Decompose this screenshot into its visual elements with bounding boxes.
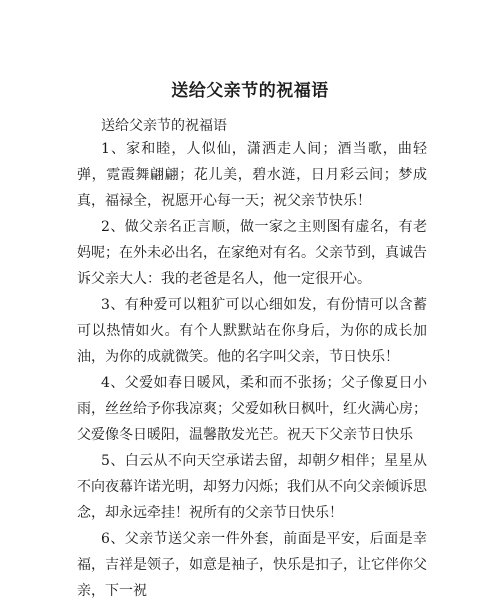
paragraph-3: 3、有种爱可以粗犷可以心细如发，有份情可以含蓄可以热情如火。有个人默默站在你身后，为你的成长加油，为你的成就微笑。他的名字叫父亲，节日快乐！ [77,297,427,365]
paragraph-2: 2、做父亲名正言顺，做一家之主则图有虚名，有老妈呢；在外未必出名，在家绝对有名。父亲节到，真诚告诉父亲大人：我的老爸是名人，他一定很开心。 [77,219,427,287]
document-title: 送给父亲节的祝福语 [171,81,329,101]
document-subtitle: 送给父亲节的祝福语 [101,118,227,134]
paragraph-5: 5、白云从不向天空承诺去留，却朝夕相伴；星星从不向夜幕许诺光明，却努力闪烁；我们从不向父亲倾诉思念，却永远牵挂！祝所有的父亲节日快乐！ [77,453,427,521]
paragraph-1: 1、家和睦，人似仙，潇洒走人间；酒当歌，曲轻弹，霓霞舞翩翩；花儿美，碧水涟，日月彩云间；梦成真，福禄全，祝愿开心每一天；祝父亲节快乐！ [77,141,427,209]
paragraph-4: 4、父爱如春日暖风，柔和而不张扬；父子像夏日小雨，丝丝给予你我凉爽；父爱如秋日枫叶，红火满心房；父爱像冬日暖阳，温馨散发光芒。祝天下父亲节日快乐 [77,375,427,443]
paragraph-6: 6、父亲节送父亲一件外套，前面是平安，后面是幸福，吉祥是领子，如意是袖子，快乐是扣子，让它伴你父亲，下一祝 [77,531,427,599]
